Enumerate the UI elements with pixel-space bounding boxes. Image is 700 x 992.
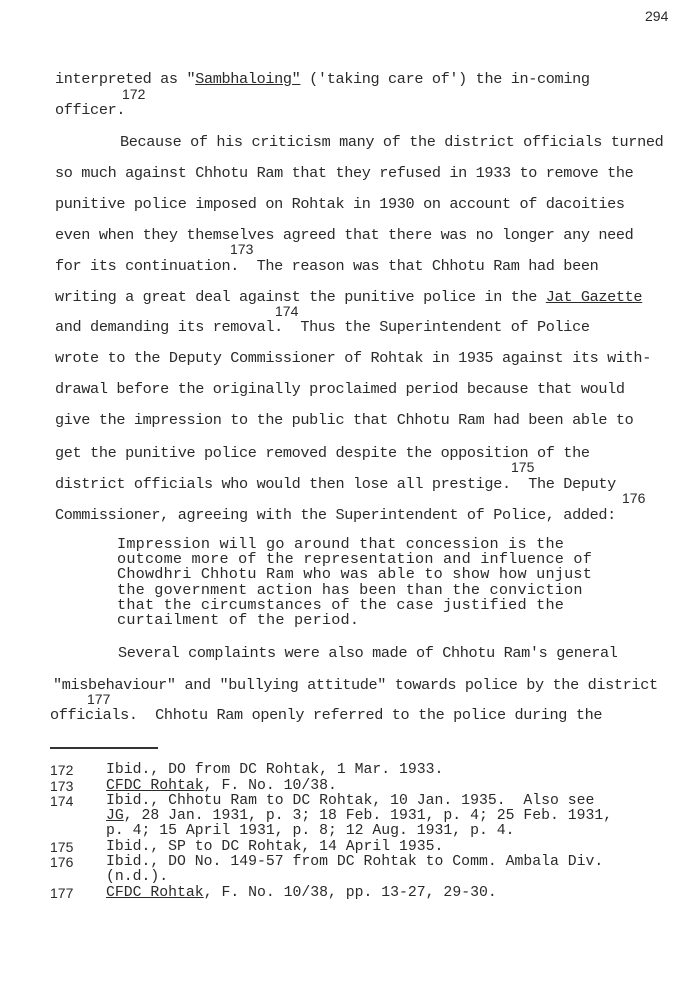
footnote-text: CFDC Rohtak, F. No. 10/38. (106, 778, 337, 794)
footnote-text: (n.d.). (106, 869, 169, 885)
body-line: so much against Chhotu Ram that they refused in 1933 to remove the (55, 164, 634, 182)
body-line: officials. Chhotu Ram openly referred to the police during the (50, 706, 603, 724)
footnote-number: 174 (50, 793, 74, 809)
quote-line: Chowdhri Chhotu Ram who was able to show how unjust (117, 565, 593, 583)
body-line: punitive police imposed on Rohtak in 1930 on account of dacoities (55, 195, 625, 213)
footnote-ref: 176 (622, 490, 646, 506)
body-line: district officials who would then lose all prestige. The Deputy (55, 475, 616, 493)
footnote-text: Ibid., DO from DC Rohtak, 1 Mar. 1933. (106, 762, 444, 778)
body-line: officer. (55, 101, 126, 119)
footnote-number: 175 (50, 839, 74, 855)
body-line: Because of his criticism many of the district officials turned (120, 133, 664, 151)
body-line: writing a great deal against the punitive police in the Jat Gazette (55, 288, 643, 306)
body-line: wrote to the Deputy Commissioner of Rohtak in 1935 against its with- (55, 349, 651, 367)
footnote-ref: 175 (511, 459, 535, 475)
quote-line: outcome more of the representation and influence of (117, 550, 593, 568)
body-line: "misbehaviour" and "bullying attitude" towards police by the district (53, 676, 658, 694)
body-line: interpreted as "Sambhaloing" ('taking care of') the in-coming (55, 70, 590, 88)
body-line: and demanding its removal. Thus the Superintendent of Police (55, 318, 590, 336)
footnote-ref: 177 (87, 691, 111, 707)
footnote-number: 177 (50, 885, 74, 901)
underlined-title: Jat Gazette (545, 288, 643, 306)
quote-line: curtailment of the period. (117, 611, 360, 629)
body-line: drawal before the originally proclaimed period because that would (55, 380, 625, 398)
footnote-ref: 174 (275, 303, 299, 319)
page-number: 294 (645, 8, 669, 24)
footnote-text: Ibid., SP to DC Rohtak, 14 April 1935. (106, 839, 444, 855)
body-line: even when they themselves agreed that there was no longer any need (55, 226, 634, 244)
footnote-number: 172 (50, 762, 74, 778)
footnote-text: p. 4; 15 April 1931, p. 8; 12 Aug. 1931, p. 4. (106, 823, 515, 839)
footnote-number: 176 (50, 854, 74, 870)
body-line: for its continuation. The reason was that Chhotu Ram had been (55, 257, 599, 275)
footnote-ref: 173 (230, 241, 254, 257)
footnote-text: Ibid., Chhotu Ram to DC Rohtak, 10 Jan. 1935. Also see (106, 793, 595, 809)
footnote-text: Ibid., DO No. 149-57 from DC Rohtak to Comm. Ambala Div. (106, 854, 604, 870)
footnote-text: JG, 28 Jan. 1931, p. 3; 18 Feb. 1931, p. 4; 25 Feb. 1931, (106, 808, 613, 824)
quote-line: that the circumstances of the case justified the (117, 596, 565, 614)
footnote-text: CFDC Rohtak, F. No. 10/38, pp. 13-27, 29-30. (106, 885, 497, 901)
quote-line: the government action has been than the conviction (117, 581, 583, 599)
footnote-separator (50, 747, 158, 749)
quote-line: Impression will go around that concession is the (117, 535, 565, 553)
underlined-term: Sambhaloing" (195, 70, 301, 88)
body-line: Commissioner, agreeing with the Superintendent of Police, added: (55, 506, 616, 524)
body-line: get the punitive police removed despite the opposition of the (55, 444, 590, 462)
body-line: Several complaints were also made of Chhotu Ram's general (118, 644, 618, 662)
footnote-number: 173 (50, 778, 74, 794)
body-line: give the impression to the public that Chhotu Ram had been able to (55, 411, 634, 429)
footnote-ref: 172 (122, 86, 146, 102)
